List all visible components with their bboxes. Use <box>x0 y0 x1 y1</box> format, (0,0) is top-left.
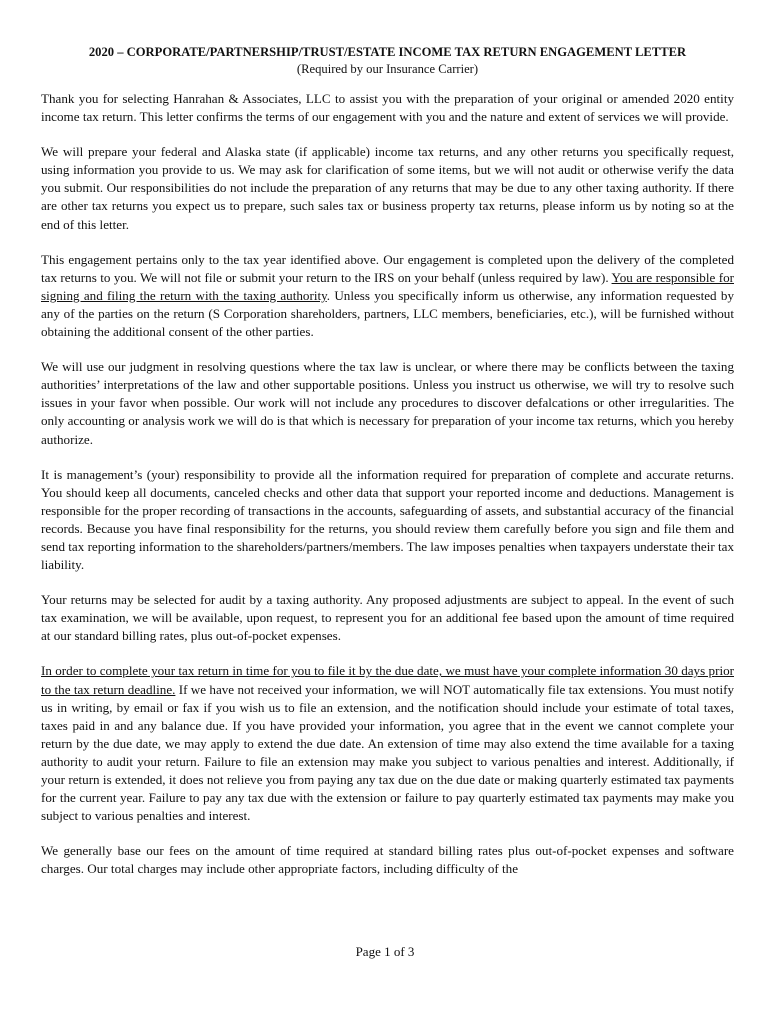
paragraph-deadline-extensions <box>41 662 734 825</box>
engagement-terms-text-start: This engagement pertains only to the tax year identified above. Our engagement is completed upon the delivery of the completed tax returns to you. We will not file or submit your return to the IRS on your behalf (unless required by law). <box>41 251 734 285</box>
page-number: Page 1 of 3 <box>355 944 415 959</box>
engagement-terms-text-end: . Unless you specifically inform us otherwise, any information requested by any of the parties on the return (S Corporation shareholders, partners, LLC members, beneficiaries, etc.), will be furnished without obtaining the additional consent of the other parties. <box>41 287 734 340</box>
signing-filing-responsibility: You are responsible for signing and filing the return with the taxing authority <box>41 269 734 303</box>
paragraph-fees: We generally base our fees on the amount of time required at standard billing rates plus out-of-pocket expenses and software charges. Our total charges may include other appropriate factors, including difficulty of the <box>41 843 734 877</box>
deadline-requirement: In order to complete your tax return in time for you to file it by the due date, we must have your complete information 30 days prior to the tax return deadline. <box>41 663 734 697</box>
paragraph-scope-of-returns: We will prepare your federal and Alaska state (if applicable) income tax returns, and any other returns you specifically request, using information you provide to us. We may ask for clarification of some items, but we will not audit or otherwise verify the data you submit. Our responsibilities do not include the preparation of any returns that may be due to any other taxing authority. If there are other tax returns you expect us to prepare, such sales tax or business property tax returns, please inform us by noting so at the end of this letter. <box>41 144 734 232</box>
paragraph-audit: Your returns may be selected for audit by a taxing authority. Any proposed adjustments are subject to appeal. In the event of such tax examination, we will be available, upon request, to represent you for an additional fee based upon the amount of time required at our standard billing rates, plus out-of-pocket expenses. <box>41 592 734 644</box>
letter-title: 2020 – CORPORATE/PARTNERSHIP/TRUST/ESTATE INCOME TAX RETURN ENGAGEMENT LETTER <box>88 45 687 59</box>
extension-terms-text: If we have not received your information, we will NOT automatically file tax extensions. You must notify us in writing, by email or fax if you wish us to file an extension, and the notification should include your estimate of total taxes, taxes paid in and any balance due. If you have provided your information, you agree that in the event we cannot complete your return by the due date, we may apply to extend the due date. An extension of time may also extend the time available for a taxing authority to audit your return. Failure to file an extension may make you subject to various penalties and interest. Additionally, if your return is extended, it does not relieve you from paying any tax due on the due date or making quarterly estimated tax payments for the current year. Failure to pay any tax due with the extension or failure to pay quarterly estimated tax payments may make you subject to various penalties and interest. <box>41 681 734 824</box>
letter-subtitle: (Required by our Insurance Carrier) <box>296 62 479 76</box>
paragraph-judgment: We will use our judgment in resolving questions where the tax law is unclear, or where there may be conflicts between the taxing authorities’ interpretations of the law and other supportable positions. Unless you instruct us otherwise, we will try to resolve such issues in your favor when possible. Our work will not include any procedures to discover defalcations or other irregularities. The only accounting or analysis work we will do is that which is necessary for preparation of your income tax returns, which you hereby authorize. <box>41 359 734 447</box>
paragraph-introduction: Thank you for selecting Hanrahan & Associates, LLC to assist you with the preparation of your original or amended 2020 entity income tax return. This letter confirms the terms of our engagement with you and the nature and extent of services we will provide. <box>41 91 734 125</box>
paragraph-engagement-terms <box>41 251 734 341</box>
paragraph-management-responsibility: It is management’s (your) responsibility to provide all the information required for preparation of complete and accurate returns. You should keep all documents, canceled checks and other data that support your reported income and deductions. Management is responsible for the proper recording of transactions in the accounts, safeguarding of assets, and substantial accuracy of the financial records. Because you have final responsibility for the returns, you should review them carefully before you sign and file them and send tax reporting information to the shareholders/partners/members. The law imposes penalties when taxpayers understate their tax liability. <box>41 466 734 573</box>
